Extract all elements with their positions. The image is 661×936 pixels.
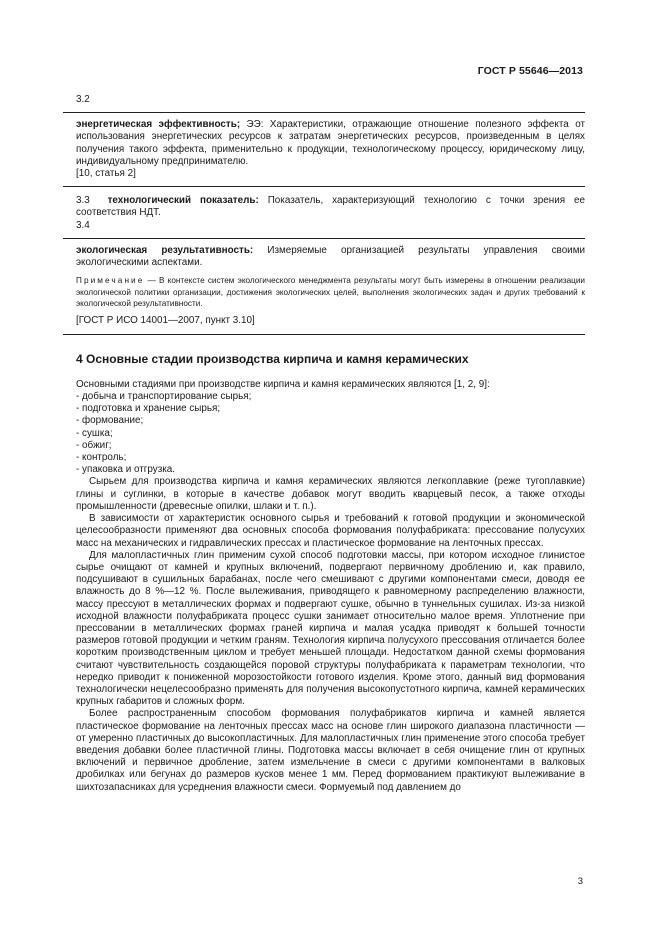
definition-text <box>76 245 585 269</box>
paragraph: В зависимости от характеристик основного сырья и требований к готовой продукции и экономической целесообразности применяют два основных способа формования полуфабриката: прессование полусухих масс на механических и гидравлических прессах и пластическое формование на ленточных прессах. <box>76 513 585 549</box>
term: технологический показатель: <box>107 195 259 207</box>
section-intro: Основными стадиями при производстве кирпича и камня керамических являются [1, 2, 9]: <box>76 378 490 390</box>
paragraph: Сырьем для производства кирпича и камня керамических являются легкоплавкие (реже тугоплавкие) глины и суглинки, в которые в качестве добавок могут вводить кварцевый песок, а также отходы промышленности (древесные опилки, шлаки и т. п.). <box>76 476 585 512</box>
stages-list <box>76 391 585 476</box>
note-text: — В контексте систем экологического менеджмента результаты могут быть измерены в отношении реализации экологической политики организации, достижения экологических целей, выполнения экологических задач и других требований к экологической результативности. <box>76 276 585 309</box>
definition: Показатель, характеризующий технологию с точки зрения ее соответствия НДТ. <box>76 195 586 219</box>
definition-box-environmental-performance <box>63 238 585 335</box>
note <box>76 275 585 309</box>
term: энергетическая эффективность; <box>76 119 241 131</box>
clause-number: 3.4 <box>76 219 90 231</box>
definition-box-energy-efficiency <box>63 112 585 187</box>
list-item: - подготовка и хранение сырья; <box>76 403 221 415</box>
paragraph: Для малопластичных глин применим сухой способ подготовки массы, при котором исходное глинистое сырье очищают от камней и крупных включений, подвергают первичному дроблению и, как правило, подсушивают в сушильных барабанах, после чего смешивают с другими компонентами смеси, доводя ее влажность до 8 %—12 %. После вылеживания, приводящего к равномерному распределению влажности, массу прессуют в металлических формах и подвергают сушке, обычно в туннельных сушилах. Из-за низкой исходной влажности полуфабриката процесс сушки занимает относительно малое время. Уплотнение при прессовании в металлических формах граней кирпича и малая усадка приводят к большей точности размеров готовой продукции и четким граням. Технология кирпича полусухого прессования отличается более коротким производственным циклом и требует меньшей площади. Недостатком данной схемы формования считают чувствительность создающейся поровой структуры полуфабриката к параметрам технологии, что нередко приводит к пониженной морозостойкости готового изделия. Кроме этого, данный вид формования технологически нецелесообразно применять для получения высокопустотного кирпича, камней керамических крупных габаритов и сложных форм. <box>76 549 585 708</box>
page-number: 3 <box>577 876 583 887</box>
definition: Измеряемые организацией результаты управления своими экологическими аспектами. <box>76 244 586 269</box>
term: экологическая результативность: <box>76 244 254 256</box>
list-item: - сушка; <box>76 427 113 439</box>
note-label: Примечание <box>76 276 145 286</box>
definition-text <box>76 195 585 219</box>
list-item: - обжиг; <box>76 439 112 451</box>
source-reference: [10, статья 2] <box>76 168 136 180</box>
list-item: - контроль; <box>76 452 127 464</box>
list-item: - добыча и транспортирование сырья; <box>76 391 252 403</box>
paragraph: Более распространенным способом формования полуфабрикатов кирпича и камней является пластическое формование на ленточных прессах масс на основе глин широкого диапазона пластичности — от умеренно пластичных до высокопластичных. Для малопластичных глин применение этого способа требует введения добавки более пластичной глины. Подготовка массы включает в себя очищение глин от крупных включений и первичное дробление, затем измельчение в смеси с другими компонентами в валковых дробилках или бегунах до размеров кусков менее 1 мм. Перед формованием практикуют вылеживание в шихтозапасниках для усреднения влажности смеси. Формуемый под давлением до <box>76 708 585 793</box>
clause-number: 3.2 <box>76 94 90 105</box>
clause-number: 3.3 <box>76 195 90 207</box>
list-item: - формование; <box>76 415 144 427</box>
definition-text <box>76 119 585 168</box>
source-reference: [ГОСТ Р ИСО 14001—2007, пункт 3.10] <box>76 315 255 327</box>
list-item: - упаковка и отгрузка. <box>76 464 176 476</box>
document-id-header: ГОСТ Р 55646—2013 <box>477 65 583 77</box>
definition: ЭЭ: Характеристики, отражающие отношение полезного эффекта от использования энергетических ресурсов к затратам энергетических ресурсов, произведенным в целях получения такого эффекта, применительно к продукции, технологическому процессу, юридическому лицу, индивидуальному предпринимателю. <box>76 119 585 167</box>
page-content <box>76 94 585 794</box>
section-heading: 4 Основные стадии производства кирпича и камня керамических <box>76 351 469 366</box>
